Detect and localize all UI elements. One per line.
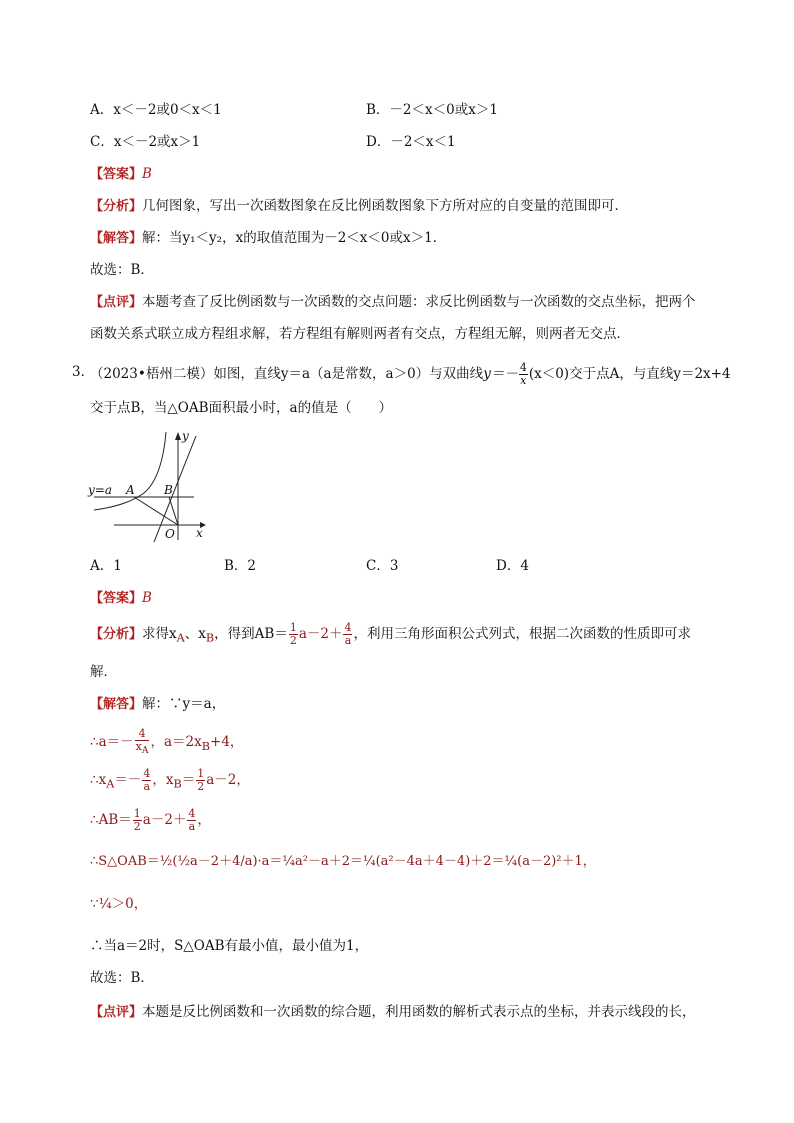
analysis-part-e: ，利用三角形面积公式列式，根据二次函数的性质即可求 bbox=[353, 626, 691, 642]
q3-stem-b: y＝－ bbox=[483, 366, 518, 382]
sol3-a: ∴x bbox=[90, 772, 107, 788]
q3-option-d: D．4 bbox=[496, 558, 529, 574]
q3-stem-line-2: 交于点B，当△OAB面积最小时，a的值是（ ） bbox=[90, 400, 393, 416]
q2-option-d: D．－2＜x＜1 bbox=[366, 134, 456, 150]
label-y: y bbox=[182, 429, 189, 443]
q3-therefore: 故选：B． bbox=[90, 970, 154, 986]
sol3-e: a－2， bbox=[206, 772, 250, 788]
q2-therefore: 故选：B． bbox=[90, 262, 154, 278]
fraction-half: $\frac{1}{2}$ bbox=[197, 767, 205, 793]
q3-number: 3． bbox=[72, 364, 95, 380]
q2-comment-2: 函数关系式联立成方程组求解，若方程组有解则两者有交点，方程组无解，则两者无交点． bbox=[90, 326, 630, 342]
analysis-part-b: 、x bbox=[184, 626, 206, 642]
sol3-c: ，x bbox=[152, 772, 174, 788]
label-A: A bbox=[126, 483, 135, 497]
solution-line-7: ∴当a＝2时，S△OAB有最小值，最小值为1， bbox=[90, 938, 369, 954]
q2-option-a: A．x＜－2或0＜x＜1 bbox=[90, 102, 222, 118]
q2-comment bbox=[90, 292, 696, 313]
answer-value: B bbox=[142, 166, 152, 182]
fraction-4-over-xA: $\frac{4}{x_A}$ bbox=[135, 727, 149, 757]
line-2x-plus-4 bbox=[154, 436, 196, 542]
analysis-tag: 【分析】 bbox=[90, 627, 143, 642]
q2-option-c: C．x＜－2或x＞1 bbox=[90, 134, 201, 150]
answer-value: B bbox=[142, 590, 152, 606]
solution-text: 解：当y₁＜y₂，x的取值范围为－2＜x＜0或x＞1． bbox=[142, 230, 447, 246]
segment-OA bbox=[134, 497, 178, 525]
label-x: x bbox=[196, 526, 203, 540]
solution-line-3: $\therefore x_A=-$ $\frac{4}{a}$ ，$x_B=$ $\frac{1}{2}$ a－2， bbox=[90, 767, 250, 793]
q2-option-b: B．－2＜x＜0或x＞1 bbox=[366, 102, 498, 118]
sol2-c: +4， bbox=[210, 734, 244, 751]
label-y-equals-a: y=a bbox=[88, 483, 112, 497]
comment-text-1: 本题考查了反比例函数与一次函数的交点问题：求反比例函数与一次函数的交点坐标，把两个 bbox=[142, 294, 696, 310]
solution-line-4 bbox=[90, 808, 211, 833]
q2-answer bbox=[90, 164, 152, 185]
q2-analysis bbox=[90, 196, 628, 217]
segment-OB bbox=[169, 497, 178, 525]
sol2-b: ，a＝2x bbox=[150, 734, 202, 751]
q3-fraction: $\frac{4}{x}$ bbox=[519, 361, 527, 387]
analysis-part-a: 求得x bbox=[142, 626, 177, 642]
label-B: B bbox=[164, 483, 173, 497]
y-axis-arrow bbox=[175, 432, 181, 440]
fraction-half: $\frac{1}{2}$ bbox=[133, 807, 141, 833]
analysis-part-d: a－2＋ bbox=[298, 626, 343, 642]
comment-tag: 【点评】 bbox=[90, 1005, 143, 1020]
comment-text: 本题是反比例函数和一次函数的综合题，利用函数的解析式表示点的坐标，并表示线段的长， bbox=[142, 1004, 696, 1020]
answer-tag: 【答案】 bbox=[90, 167, 143, 182]
solution-line-6: ∵¼＞0， bbox=[90, 896, 148, 912]
comment-tag: 【点评】 bbox=[90, 295, 143, 310]
answer-tag: 【答案】 bbox=[90, 591, 143, 606]
q3-stem-a: （2023•梧州二模）如图，直线y＝a（a是常数，a＞0）与双曲线 bbox=[90, 366, 484, 382]
fraction-half: $\frac{1}{2}$ bbox=[289, 621, 297, 647]
fraction-4-over-a: $\frac{4}{a}$ bbox=[344, 621, 352, 647]
q3-stem-line-1 bbox=[90, 362, 731, 387]
q3-figure bbox=[86, 428, 216, 548]
q2-solution bbox=[90, 228, 446, 249]
analysis-text: 几何图象，写出一次函数图象在反比例函数图象下方所对应的自变量的范围即可． bbox=[142, 198, 629, 214]
solution-line-5: ∴S△OAB＝½(½a－2＋4/a)·a＝¼a²－a＋2＝¼(a²－4a＋4－4)＋2＝¼(a－2)²＋1， bbox=[90, 854, 596, 869]
sol4-a: ∴AB＝ bbox=[90, 812, 132, 828]
hyperbola bbox=[94, 432, 166, 510]
q3-option-a: A．1 bbox=[90, 558, 122, 574]
label-O: O bbox=[165, 527, 175, 541]
fraction-4-over-a: $\frac{4}{a}$ bbox=[188, 807, 196, 833]
q3-answer bbox=[90, 588, 152, 609]
sol3-b: ＝－ bbox=[114, 772, 142, 788]
q3-comment bbox=[90, 1002, 696, 1023]
sol2-a: ∴a＝－ bbox=[90, 734, 134, 751]
analysis-tag: 【分析】 bbox=[90, 199, 143, 214]
fraction-4-over-a: $\frac{4}{a}$ bbox=[143, 767, 151, 793]
sol3-d: ＝ bbox=[181, 772, 196, 788]
q3-stem-c: (x＜0)交于点A，与直线y＝2x+4 bbox=[528, 366, 731, 382]
q3-option-c: C．3 bbox=[366, 558, 399, 574]
q3-solution bbox=[90, 694, 225, 715]
solution-line-1: 解：∵y＝a， bbox=[142, 696, 226, 712]
sol4-c: ， bbox=[197, 812, 211, 828]
sol4-b: a－2＋ bbox=[142, 812, 187, 828]
analysis-part-c: ，得到AB＝ bbox=[214, 626, 288, 642]
q3-analysis: 【分析】求得$x_A$、$x_B$，得到AB＝ $\frac{1}{2}$ a－2＋ $\frac{4}{a}$ ，利用三角形面积公式列式，根据二次函数的性质即可求 bbox=[90, 621, 691, 647]
solution-line-2: ∴a＝－ $\frac{4}{x_A}$ ，$a=2x_B+4$， bbox=[90, 727, 244, 757]
q3-option-b: B．2 bbox=[224, 558, 257, 574]
solution-tag: 【解答】 bbox=[90, 697, 143, 712]
solution-tag: 【解答】 bbox=[90, 231, 143, 246]
q3-analysis-2: 解． bbox=[90, 664, 117, 680]
